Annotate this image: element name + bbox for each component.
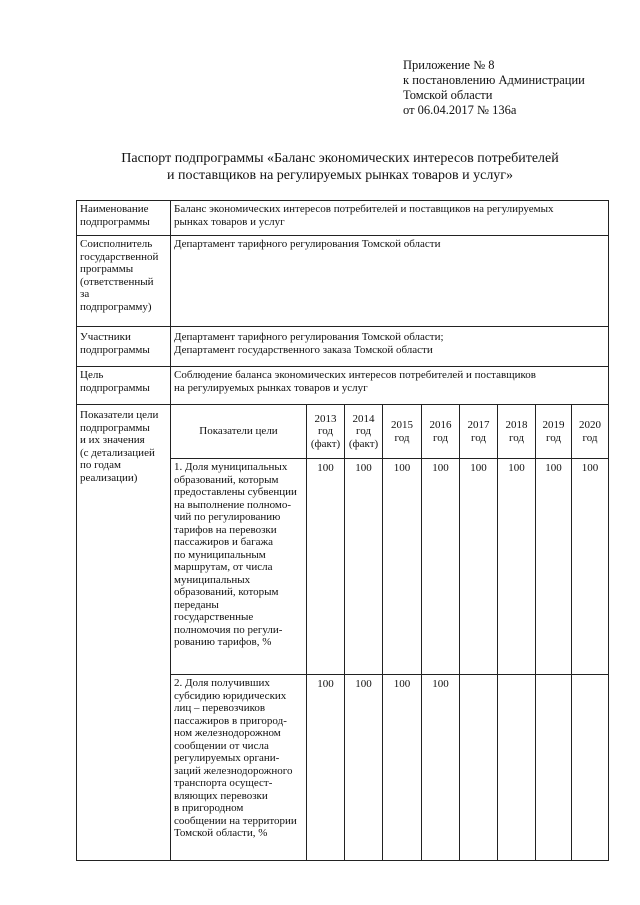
indicator-value: 100 [383, 459, 422, 675]
appendix-line-1: Приложение № 8 [403, 58, 495, 72]
passport-table [76, 200, 609, 861]
row-participants [77, 327, 609, 367]
document-title [60, 150, 620, 184]
row-name [77, 201, 609, 236]
indicator-value: 100 [307, 675, 345, 861]
row-goal [77, 367, 609, 405]
indicator-value: 100 [422, 459, 460, 675]
goal-label: Цель подпрограммы [77, 367, 171, 405]
name-label: Наименование подпрограммы [77, 201, 171, 236]
indicator-value: 100 [422, 675, 460, 861]
year-header: 2016 год [422, 405, 460, 459]
indicator-value [572, 675, 609, 861]
indicator-value [536, 675, 572, 861]
indicator-value: 100 [460, 459, 498, 675]
title-line-1: Паспорт подпрограммы «Баланс экономических интересов потребителей [121, 151, 559, 166]
appendix-line-3: Томской области [403, 88, 493, 102]
indicators-label: Показатели цели подпрограммы и их значения (с детализацией по годам реализации) [77, 405, 171, 861]
appendix-block [403, 58, 585, 118]
indicator-value: 100 [383, 675, 422, 861]
indicator-value: 100 [345, 675, 383, 861]
year-header: 2013 год (факт) [307, 405, 345, 459]
appendix-line-4: от 06.04.2017 № 136а [403, 103, 517, 117]
indicator-header-label: Показатели цели [171, 405, 307, 459]
year-header: 2020 год [572, 405, 609, 459]
year-header: 2019 год [536, 405, 572, 459]
indicator-value: 100 [536, 459, 572, 675]
year-header: 2018 год [498, 405, 536, 459]
indicator-value: 100 [572, 459, 609, 675]
participants-value: Департамент тарифного регулирования Томской области; Департамент государственного заказа Томской области [171, 327, 609, 367]
goal-value: Соблюдение баланса экономических интересов потребителей и поставщиков на регулируемых рынках товаров и услуг [171, 367, 609, 405]
appendix-line-2: к постановлению Администрации [403, 73, 585, 87]
indicator-value [498, 675, 536, 861]
indicator-value [460, 675, 498, 861]
year-header: 2014 год (факт) [345, 405, 383, 459]
coexecutor-value: Департамент тарифного регулирования Томской области [171, 236, 609, 327]
indicator-2-text: 2. Доля получивших субсидию юридических лиц – перевозчиков пассажиров в пригород- ном железнодорожном сообщении от числа регулируемых органи- заций железнодорожного транспорта осущест- вляющих перевозки в пригородном сообщении на территории Томской области, % [171, 675, 307, 861]
indicator-value: 100 [307, 459, 345, 675]
coexecutor-label: Соисполнитель государственной программы (ответственный за подпрограмму) [77, 236, 171, 327]
row-indicators-header [77, 405, 609, 459]
participants-label: Участники подпрограммы [77, 327, 171, 367]
year-header: 2017 год [460, 405, 498, 459]
year-header: 2015 год [383, 405, 422, 459]
title-line-2: и поставщиков на регулируемых рынках товаров и услуг» [166, 168, 514, 183]
indicator-value: 100 [498, 459, 536, 675]
indicator-value: 100 [345, 459, 383, 675]
row-coexecutor [77, 236, 609, 327]
name-value: Баланс экономических интересов потребителей и поставщиков на регулируемых рынках товаров и услуг [171, 201, 609, 236]
indicator-1-text: 1. Доля муниципальных образований, которым предоставлены субвенции на выполнение полномо- чий по регулированию тарифов на перевозки пассажиров и багажа по муниципальным маршрутам, от числа муниципальных образований, которым переданы государственные полномочия по регули- рованию тарифов, % [171, 459, 307, 675]
